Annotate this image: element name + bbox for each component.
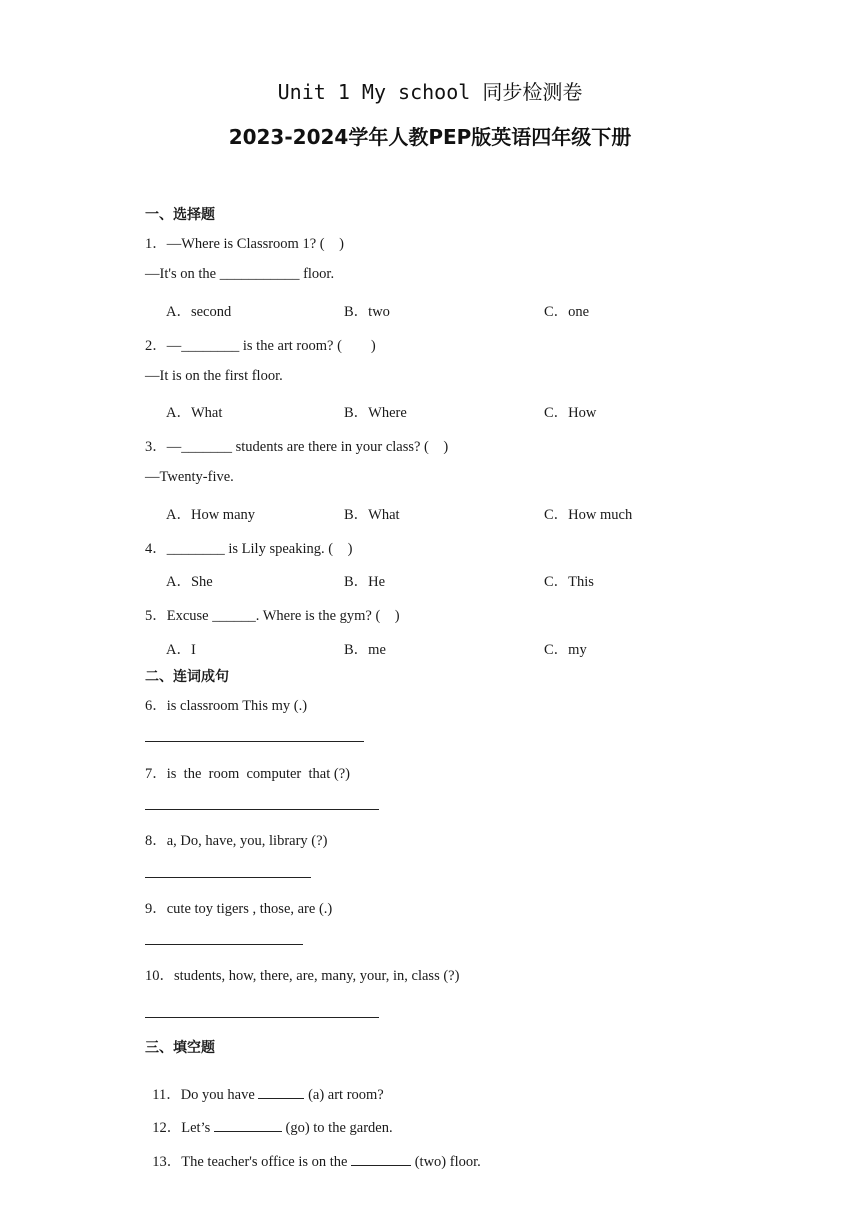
- page-subtitle: 2023-2024学年人教PEP版英语四年级下册: [228, 125, 632, 149]
- answer-line-9[interactable]: [145, 944, 303, 945]
- question-1-option-b: B．two: [344, 304, 390, 320]
- question-13: [145, 1133, 481, 1171]
- question-7: 7．is the room computer that (?): [145, 766, 350, 782]
- blank-12[interactable]: [214, 1117, 282, 1132]
- question-9: 9．cute toy tigers , those, are (.): [145, 901, 333, 917]
- question-3-option-a: A．How many: [166, 507, 256, 523]
- question-11-before: 11．Do you have: [152, 1087, 259, 1103]
- question-6: 6．is classroom This my (.): [145, 698, 308, 714]
- question-12-before: 12．Let’s: [152, 1120, 214, 1136]
- question-2-line2: —It is on the first floor.: [145, 368, 283, 384]
- question-4-option-a: A．She: [166, 574, 213, 590]
- question-5-option-b: B．me: [344, 642, 386, 658]
- answer-line-7[interactable]: [145, 809, 379, 810]
- blank-13[interactable]: [351, 1151, 411, 1166]
- question-1-option-a: A．second: [166, 304, 232, 320]
- question-4-stem: 4．________ is Lily speaking. ( ): [145, 541, 353, 557]
- section-heading-fill: 三、填空题: [145, 1040, 215, 1056]
- question-3-option-c: C．How much: [544, 507, 633, 523]
- question-8: 8．a, Do, have, you, library (?): [145, 833, 328, 849]
- question-2-option-b: B．Where: [344, 405, 407, 421]
- answer-line-8[interactable]: [145, 877, 311, 878]
- question-4-option-c: C．This: [544, 574, 594, 590]
- question-2-option-c: C．How: [544, 405, 597, 421]
- question-13-after: (two) floor.: [411, 1154, 481, 1170]
- section-heading-choice: 一、选择题: [145, 207, 215, 223]
- answer-line-10[interactable]: [145, 1017, 379, 1018]
- question-5-option-c: C．my: [544, 642, 587, 658]
- section-heading-sentences: 二、连词成句: [145, 669, 229, 685]
- question-4-option-b: B．He: [344, 574, 386, 590]
- answer-line-6[interactable]: [145, 741, 364, 742]
- question-1-line2: —It's on the ___________ floor.: [145, 266, 335, 282]
- page-title: Unit 1 My school 同步检测卷: [277, 80, 583, 104]
- question-2-stem: 2．—________ is the art room? ( ): [145, 338, 376, 354]
- question-12-after: (go) to the garden.: [281, 1120, 393, 1136]
- question-10: 10．students, how, there, are, many, your, in, class (?): [145, 968, 460, 984]
- question-11-after: (a) art room?: [304, 1087, 384, 1103]
- blank-11[interactable]: [258, 1084, 304, 1099]
- question-3-line2: —Twenty-five.: [145, 469, 234, 485]
- question-3-stem: 3．—_______ students are there in your class? ( ): [145, 439, 449, 455]
- question-3-option-b: B．What: [344, 507, 400, 523]
- question-5-stem: 5．Excuse ______. Where is the gym? ( ): [145, 608, 400, 624]
- question-12: [145, 1099, 393, 1137]
- question-5-option-a: A．I: [166, 642, 196, 658]
- question-2-option-a: A．What: [166, 405, 223, 421]
- question-1-stem: 1．—Where is Classroom 1? ( ): [145, 236, 344, 252]
- question-1-option-c: C．one: [544, 304, 590, 320]
- question-13-before: 13．The teacher's office is on the: [152, 1154, 352, 1170]
